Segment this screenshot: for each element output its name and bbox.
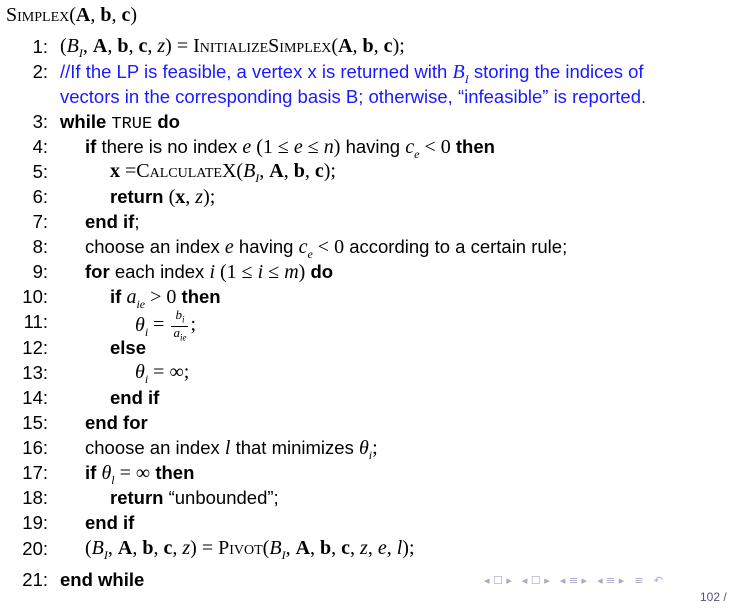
fraction: $\frac{b_i}{a_{ie}}$ [173, 307, 187, 343]
algorithm-name: Simplex [6, 4, 70, 26]
line-number: 15: [22, 412, 48, 433]
line-number: 2: [32, 61, 48, 82]
comment-text: //If the LP is feasible, a vertex x is returned with [60, 61, 448, 82]
line-number: 13: [22, 362, 48, 383]
nav-subsection-icon[interactable]: ◂ ≡ ▸ [597, 573, 625, 587]
line-number: 17: [22, 462, 48, 483]
algorithm-args: (A, b, c) [69, 4, 138, 26]
beamer-navigation [484, 573, 740, 587]
line-number: 7: [32, 211, 48, 232]
line-number: 12: [22, 337, 48, 358]
line-number: 1: [32, 36, 48, 57]
line-number: 16: [22, 437, 48, 458]
nav-back-icon[interactable]: ≡ [634, 573, 644, 587]
line-number: 6: [32, 186, 48, 207]
nav-search-icon[interactable]: ↶ [653, 573, 663, 587]
line-number: 21: [22, 569, 48, 590]
line-number: 9: [32, 261, 48, 282]
nav-prev-frame-icon[interactable]: ◂ ☐ ▸ [484, 573, 512, 587]
algorithm-title [6, 4, 137, 27]
line-number: 11: [23, 311, 48, 332]
line-number: 4: [32, 136, 48, 157]
page-number: 102 / [700, 590, 727, 604]
line-number: 5: [32, 161, 48, 182]
line-number: 19: [22, 512, 48, 533]
line-number: 10: [22, 286, 48, 307]
comment-text-2: vectors in the corresponding basis B; otherwise, “infeasible” is reported. [60, 86, 647, 107]
comment-text-b: storing the indices of [473, 61, 644, 82]
line-number: 8: [32, 236, 48, 257]
line-number: 14: [22, 387, 48, 408]
nav-section-icon[interactable]: ◂ ≡ ▸ [559, 573, 588, 587]
line-number: 3: [32, 111, 48, 132]
fn-initialize: InitializeSimplex [193, 35, 332, 57]
line-number: 20: [22, 538, 48, 559]
nav-prev-subsection-icon[interactable]: ◂ ☐ ▸ [521, 573, 550, 587]
line-number: 18: [22, 487, 48, 508]
